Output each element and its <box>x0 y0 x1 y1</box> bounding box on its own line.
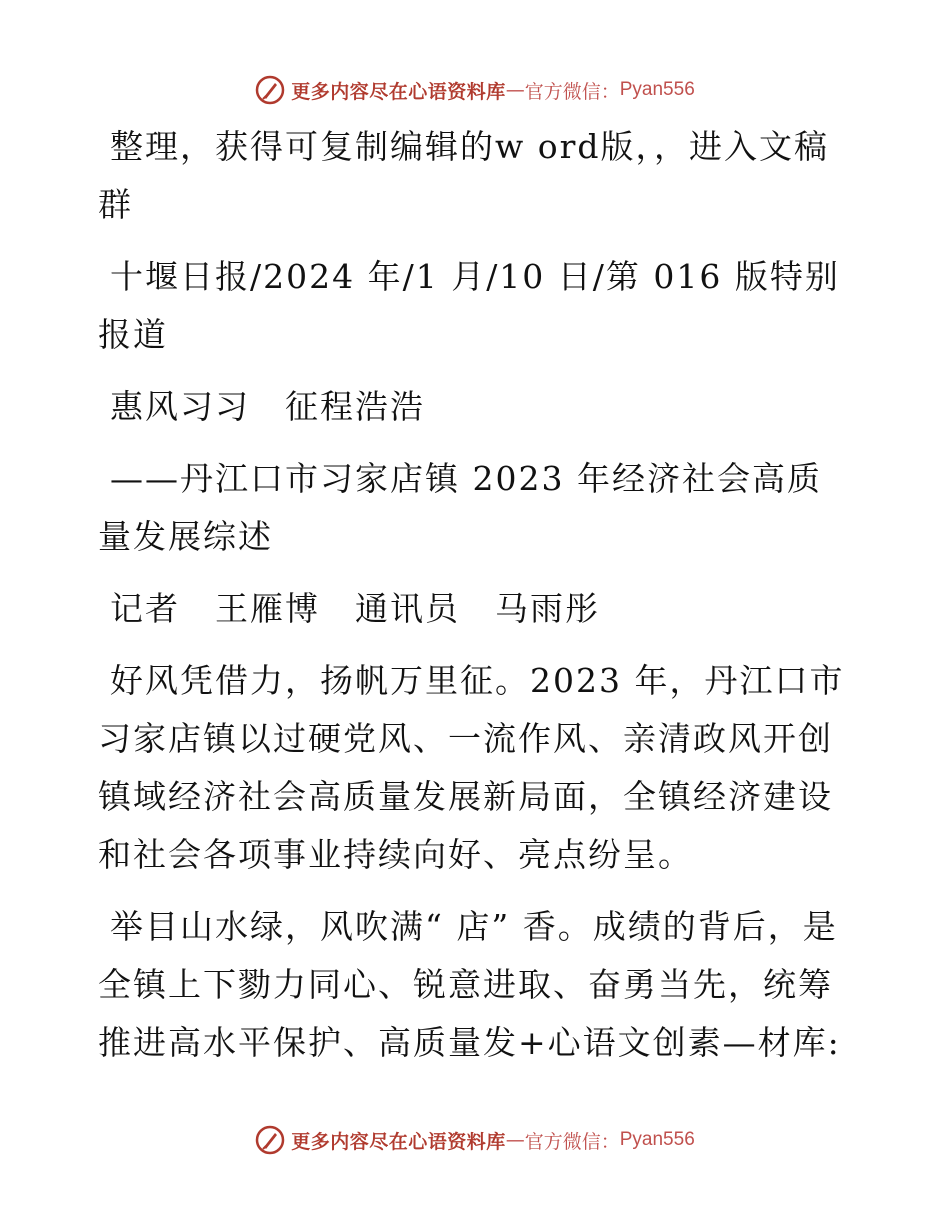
paragraph-source: 十堰日报/2024 年/1 月/10 日/第 016 版特别报道 <box>98 257 840 354</box>
article-byline: 记者 王雁博 通讯员 马雨彤 <box>110 589 600 628</box>
article-title: 惠风习习 征程浩浩 <box>110 387 425 426</box>
watermark-brand-text: 更多内容尽在心语资料库 <box>291 80 506 103</box>
header-watermark <box>0 70 950 110</box>
footer-watermark <box>0 1120 950 1160</box>
watermark-wechat-id: Pyan556 <box>619 79 695 100</box>
article-subtitle: ——丹江口市习家店镇 2023 年经济社会高质量发展综述 <box>98 459 822 556</box>
watermark-separator: — <box>505 79 525 101</box>
paragraph-note: 整理，获得可复制编辑的w ord版，，进入文稿群 <box>98 127 830 224</box>
quill-logo-icon <box>255 75 285 105</box>
watermark-brand-text: 更多内容尽在心语资料库 <box>291 1130 506 1153</box>
watermark-separator: — <box>505 1129 525 1151</box>
watermark-official-label: 官方微信： <box>524 80 620 103</box>
document-body <box>98 118 850 1086</box>
watermark-wechat-id: Pyan556 <box>619 1129 695 1150</box>
paragraph-body: 好风凭借力，扬帆万里征。2023 年，丹江口市习家店镇以过硬党风、一流作风、亲清政风开创镇域经济社会高质量发展新局面，全镇经济建设和社会各项事业持续向好、亮点纷呈。 <box>98 661 845 874</box>
paragraph-body: 举目山水绿，风吹满“ 店” 香。成绩的背后，是全镇上下勠力同心、锐意进取、奋勇当先，统筹推进高水平保护、高质量发+心语文创素—材库: <box>98 907 841 1062</box>
watermark-official-label: 官方微信： <box>524 1130 620 1153</box>
quill-logo-icon <box>255 1125 285 1155</box>
